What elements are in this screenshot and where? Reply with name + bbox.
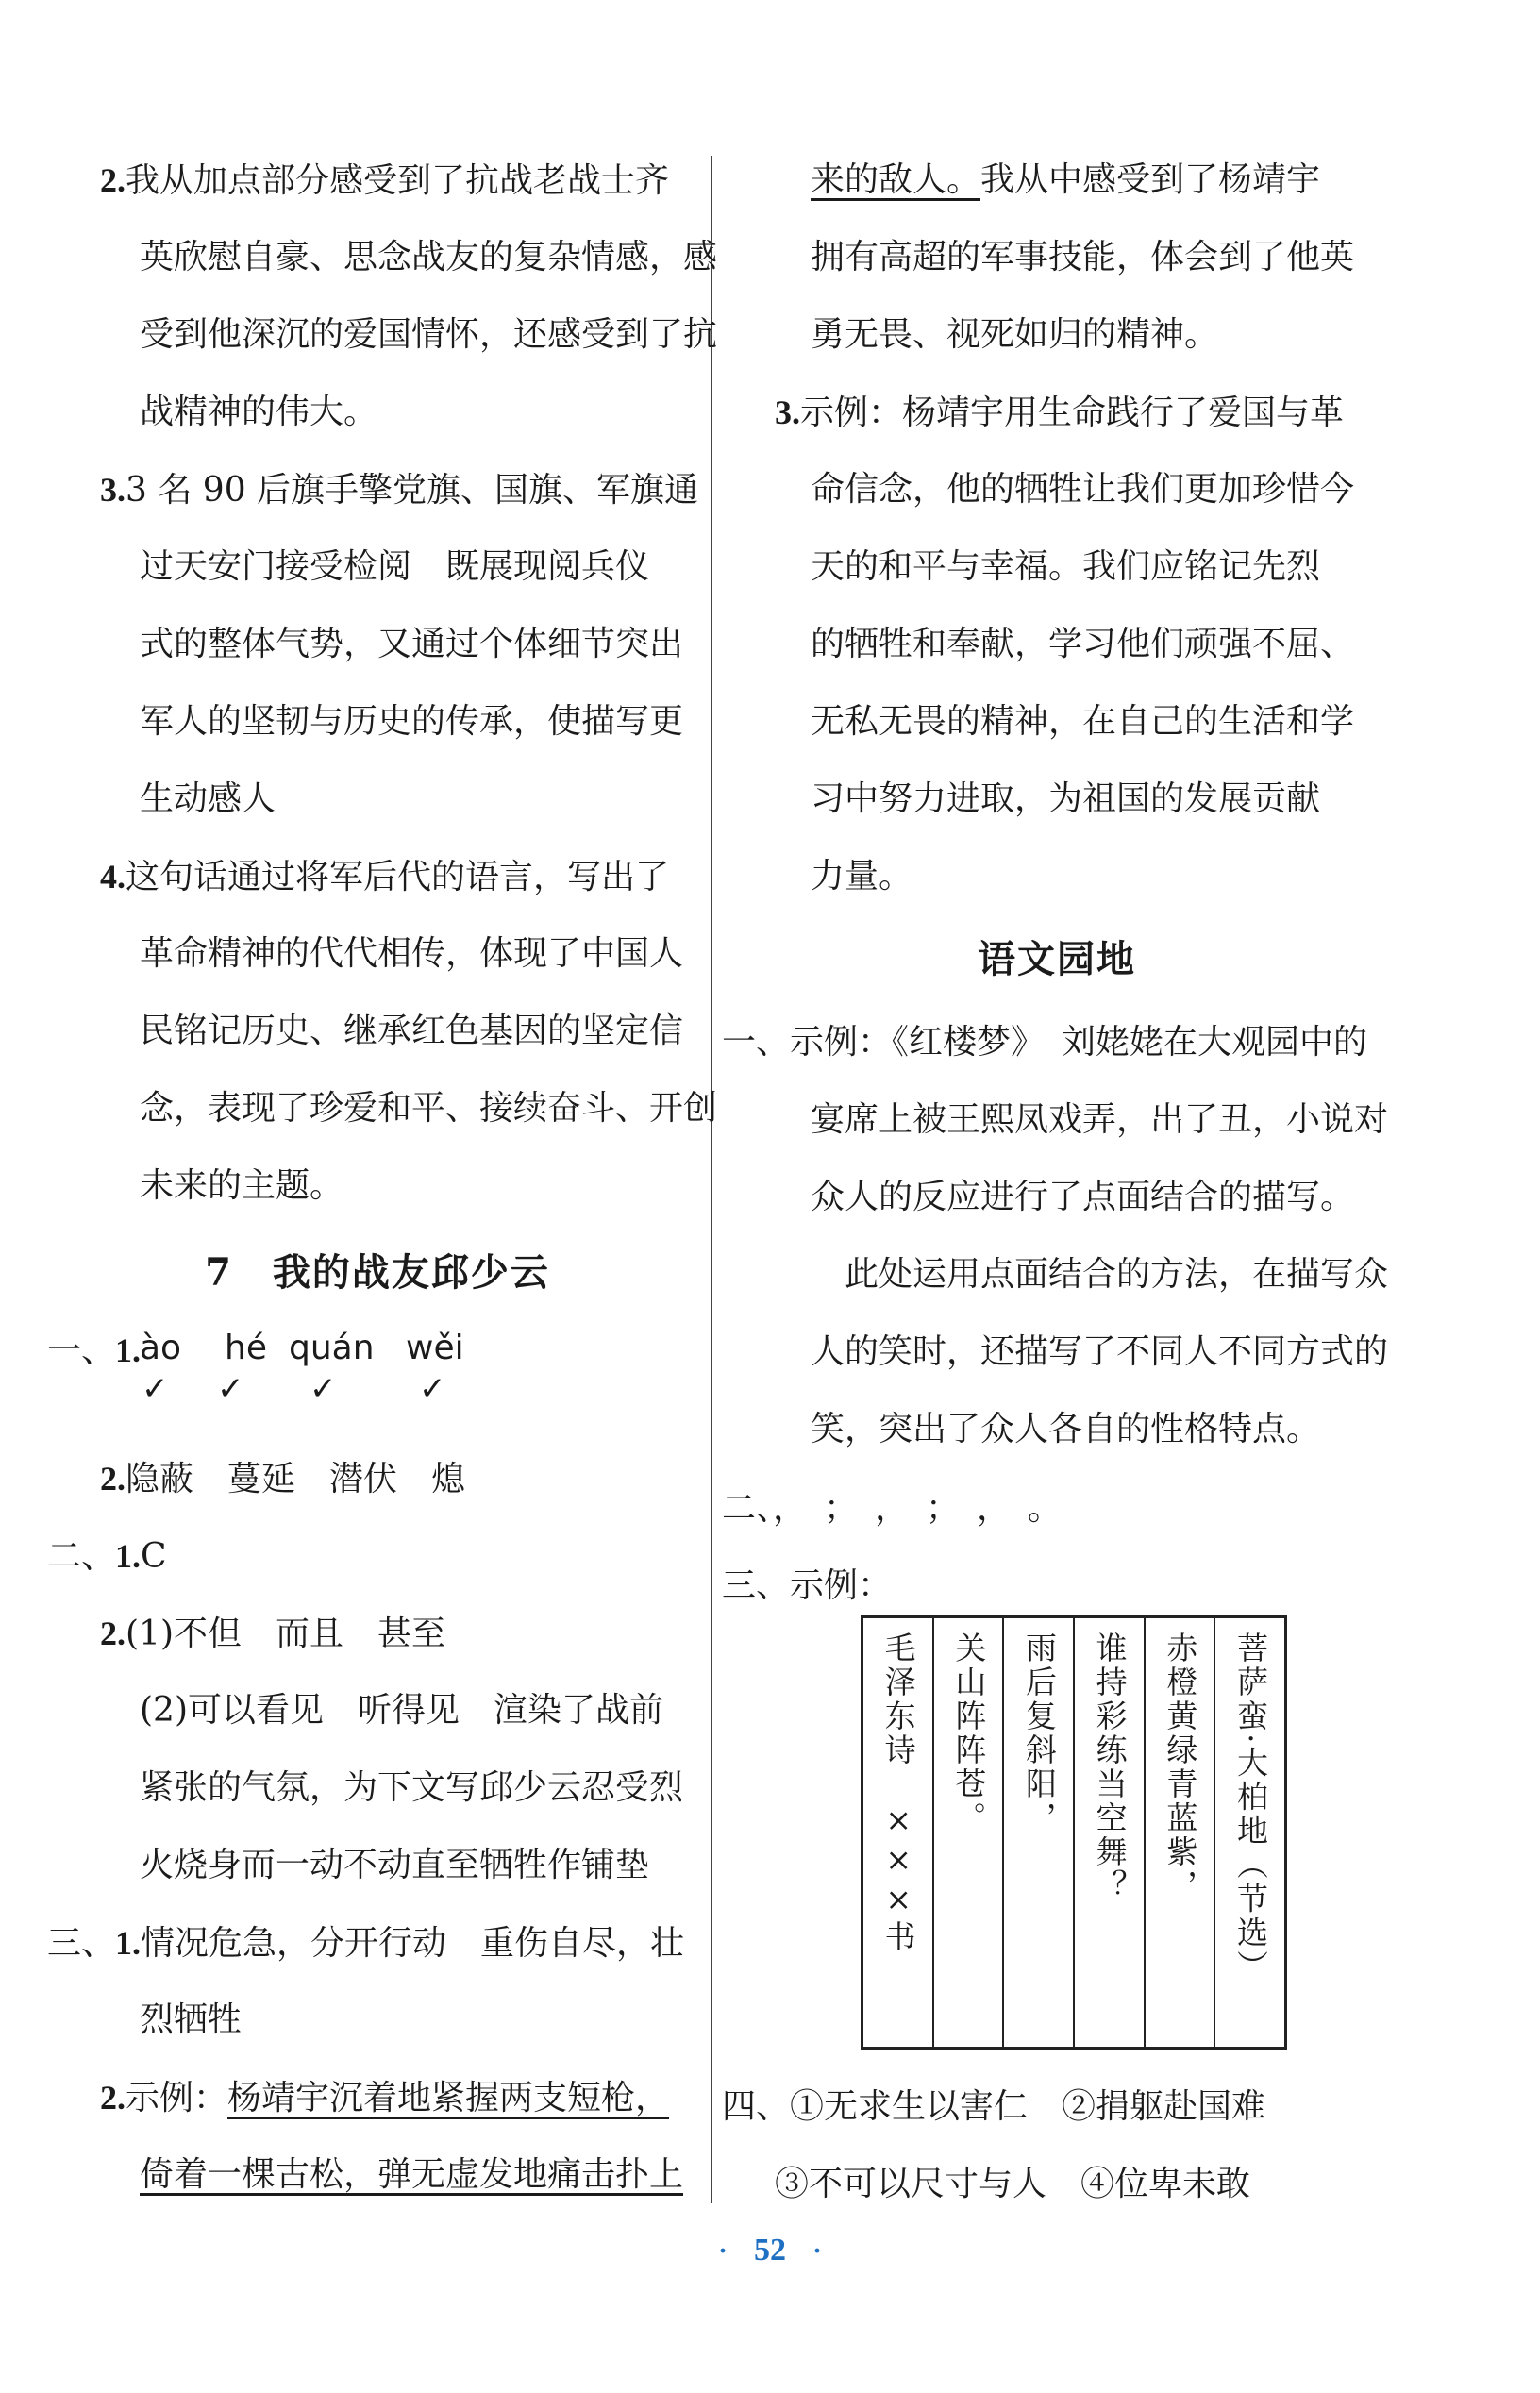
poem-line-1: 赤橙黄绿青蓝紫， bbox=[1144, 1618, 1214, 2047]
section-3-q2-line-1: 2.示例：杨靖宇沉着地紧握两支短枪， bbox=[100, 2079, 670, 2117]
right-q3-line-4: 的牺牲和奉献，学习他们顽强不屈、 bbox=[811, 625, 1355, 663]
footer-dot-left: · bbox=[717, 2235, 728, 2267]
check-mark-icon: ✓ bbox=[142, 1370, 169, 1408]
section-3-q1-line-2: 烈牺牲 bbox=[140, 2000, 243, 2039]
q3-line-5: 生动感人 bbox=[140, 779, 276, 818]
section-1-q2: 2.隐蔽 蔓延 潜伏 熄 bbox=[100, 1460, 466, 1498]
right-q3-line-3: 天的和平与幸福。我们应铭记先烈 bbox=[811, 547, 1321, 586]
section-2-q1: 二、1.C bbox=[47, 1537, 167, 1576]
poem-line-2: 谁持彩练当空舞？ bbox=[1073, 1618, 1144, 2047]
pinyin-3: quán bbox=[289, 1329, 375, 1367]
poem-calligraphy-box bbox=[861, 1615, 1287, 2050]
q4-line-1: 4.这句话通过将军后代的语言，写出了 bbox=[100, 858, 670, 896]
page-number: 52 bbox=[754, 2233, 786, 2267]
pinyin-1: ào bbox=[140, 1329, 182, 1367]
right-s1-line-5: 人的笑时，还描写了不同人不同方式的 bbox=[811, 1332, 1389, 1371]
q4-line-3: 民铭记历史、继承红色基因的坚定信 bbox=[140, 1012, 684, 1050]
right-s1-line-2: 宴席上被王熙凤戏弄，出了丑，小说对 bbox=[811, 1100, 1389, 1139]
right-s4-line-2: ③不可以尺寸与人 ④位卑未敢 bbox=[775, 2165, 1251, 2203]
section-1-q1: 一、1. bbox=[47, 1331, 142, 1370]
q2-line-3: 受到他深沉的爱国情怀，还感受到了抗 bbox=[140, 315, 718, 354]
q4-line-2: 革命精神的代代相传，体现了中国人 bbox=[140, 934, 684, 973]
right-q3-line-2: 命信念，他的牺牲让我们更加珍惜今 bbox=[811, 470, 1355, 509]
q4-line-5: 未来的主题。 bbox=[140, 1166, 344, 1205]
right-q3-line-7: 力量。 bbox=[811, 857, 913, 895]
q3-line-4: 军人的坚韧与历史的传承，使描写更 bbox=[140, 702, 684, 741]
right-q3-line-6: 习中努力进取，为祖国的发展贡献 bbox=[811, 779, 1321, 818]
page-footer bbox=[0, 2233, 1540, 2268]
section-2-q2-line-4: 火烧身而一动不动直至牺牲作铺垫 bbox=[140, 1846, 650, 1884]
q2-line-1: 2.我从加点部分感受到了抗战老战士齐 bbox=[100, 161, 670, 200]
section-2-q2-line-1: 2.(1)不但 而且 甚至 bbox=[100, 1615, 445, 1653]
column-divider bbox=[711, 156, 712, 2203]
footer-dot-right: · bbox=[812, 2235, 823, 2267]
right-s1-line-1: 一、示例：《红楼梦》 刘姥姥在大观园中的 bbox=[722, 1023, 1368, 1062]
pinyin-2: hé bbox=[225, 1329, 267, 1367]
right-q3-line-1: 3.示例：杨靖宇用生命践行了爱国与革 bbox=[775, 393, 1345, 432]
right-continuation-line-1: 来的敌人。我从中感受到了杨靖宇 bbox=[811, 160, 1321, 199]
section-2-q2-line-2: (2)可以看见 听得见 渲染了战前 bbox=[140, 1691, 663, 1730]
poem-title: 菩萨蛮·大柏地（节选） bbox=[1214, 1618, 1284, 2047]
lesson-7-heading: 7 我的战友邱少云 bbox=[205, 1250, 550, 1295]
right-q3-line-5: 无私无畏的精神，在自己的生活和学 bbox=[811, 702, 1355, 741]
pinyin-4: wěi bbox=[406, 1329, 464, 1367]
section-2-q2-line-3: 紧张的气氛，为下文写邱少云忍受烈 bbox=[140, 1768, 684, 1807]
poem-line-4: 关山阵阵苍。 bbox=[932, 1618, 1003, 2047]
right-continuation-line-3: 勇无畏、视死如归的精神。 bbox=[811, 315, 1219, 354]
q4-line-4: 念，表现了珍爱和平、接续奋斗、开创 bbox=[140, 1089, 718, 1128]
poem-signature: 毛泽东诗 ×××书 bbox=[879, 1632, 917, 1954]
q3-line-1: 3.3 名 90 后旗手擎党旗、国旗、军旗通 bbox=[100, 471, 699, 510]
pinyin-answers bbox=[140, 1329, 611, 1414]
right-s1-line-6: 笑，突出了众人各自的性格特点。 bbox=[811, 1410, 1321, 1448]
q3-line-3: 式的整体气势，又通过个体细节突出 bbox=[140, 625, 684, 663]
right-s4-line-1: 四、①无求生以害仁 ②捐躯赴国难 bbox=[722, 2087, 1266, 2126]
section-3-q1-line-1: 三、1.情况危急，分开行动 重伤自尽，壮 bbox=[47, 1924, 685, 1963]
check-mark-icon: ✓ bbox=[419, 1370, 446, 1408]
check-mark-icon: ✓ bbox=[310, 1370, 337, 1408]
right-s3: 三、示例： bbox=[722, 1566, 893, 1605]
check-mark-icon: ✓ bbox=[217, 1370, 244, 1408]
q3-line-2: 过天安门接受检阅 既展现阅兵仪 bbox=[140, 547, 650, 586]
section-3-q2-line-2: 倚着一棵古松，弹无虚发地痛击扑上 bbox=[140, 2155, 684, 2194]
right-s1-line-4: 此处运用点面结合的方法，在描写众 bbox=[845, 1255, 1389, 1294]
right-continuation-line-2: 拥有高超的军事技能，体会到了他英 bbox=[811, 238, 1355, 276]
poem-line-3: 雨后复斜阳， bbox=[1002, 1618, 1073, 2047]
right-s1-line-3: 众人的反应进行了点面结合的描写。 bbox=[811, 1178, 1355, 1216]
yuwen-yuandi-heading: 语文园地 bbox=[978, 937, 1136, 981]
q2-line-4: 战精神的伟大。 bbox=[140, 393, 378, 431]
q2-line-2: 英欣慰自豪、思念战友的复杂情感，感 bbox=[140, 238, 718, 276]
right-s2: 二、， ； ， ； ， 。 bbox=[722, 1489, 1063, 1528]
q2-number: 2. bbox=[100, 161, 126, 199]
